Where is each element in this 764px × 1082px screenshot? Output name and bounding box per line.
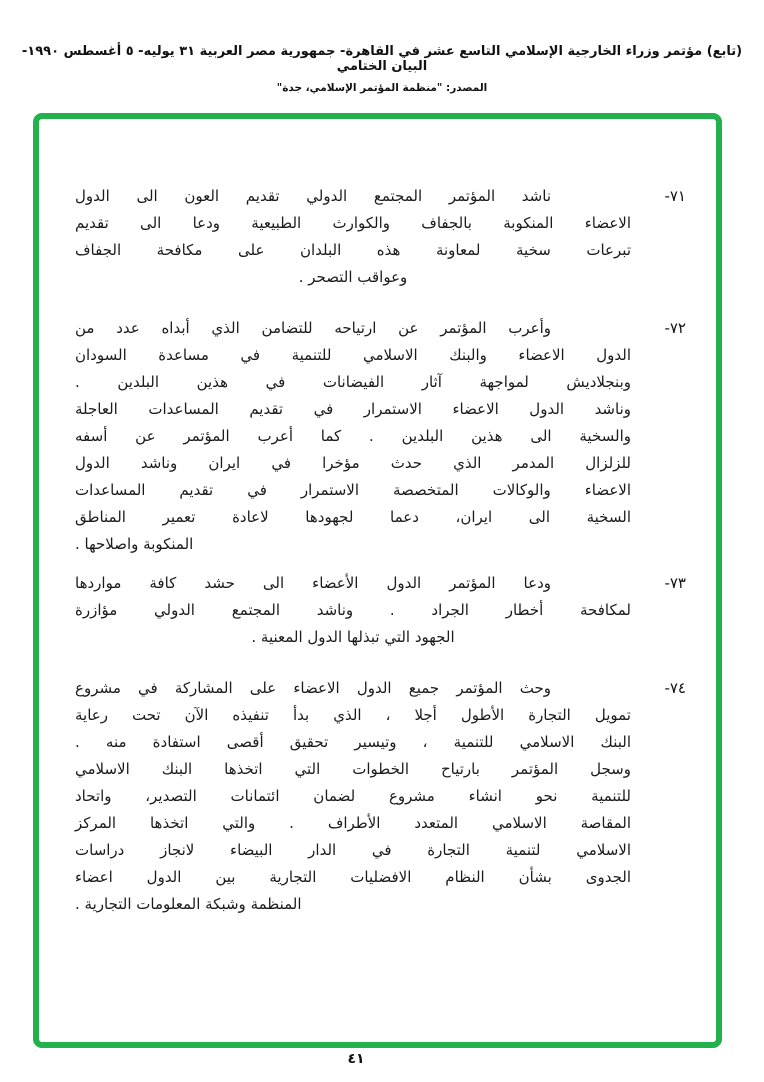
text-line: المقاصة الاسلامي المتعدد الأطراف . والتي اتخذها المركز <box>75 814 631 832</box>
text-line: المنكوبة واصلاحها . <box>75 535 194 553</box>
text-line: تمويل التجارة الأطول أجلا ، الذي بدأ تنفيذه الآن تحت رعاية <box>75 706 631 724</box>
paragraph-number: ٧١- <box>664 187 686 205</box>
document-header <box>10 44 754 94</box>
paragraph-lines <box>75 570 631 651</box>
paragraph-lines <box>75 183 631 291</box>
text-line: للزلزال المدمر الذي حدث مؤخرا في ايران وناشد الدول <box>75 454 631 472</box>
text-line: الاعضاء المنكوبة بالجفاف والكوارث الطبيعية ودعا الى تقديم <box>75 214 631 232</box>
text-line: للتنمية نحو انشاء مشروع لضمان ائتمانات التصدير، واتحاد <box>75 787 631 805</box>
paragraph-number: ٧٢- <box>664 319 686 337</box>
header-title: (تابع) مؤتمر وزراء الخارجية الإسلامي التاسع عشر في القاهرة- جمهورية مصر العربية ٣١ يوليه- ٥ أغسطس ١٩٩٠- البيان الختامي <box>21 44 743 74</box>
text-line: الجهود التي تبذلها الدول المعنية . <box>251 628 455 646</box>
text-line: الدول الاعضاء والبنك الاسلامي للتنمية في مساعدة السودان <box>75 346 631 364</box>
text-line: المنظمة وشبكة المعلومات التجارية . <box>75 895 302 913</box>
header-source: المصدر: "منظمة المؤتمر الإسلامي، جدة" <box>276 82 488 94</box>
text-line: الاسلامي لتنمية التجارة في الدار البيضاء لانجاز دراسات <box>75 841 631 859</box>
text-line: وأعرب المؤتمر عن ارتياحه للتضامن الذي أبداه عدد من <box>75 319 551 337</box>
paragraph-lines <box>75 315 631 558</box>
green-border-frame <box>33 113 722 1048</box>
paragraph <box>75 570 686 651</box>
text-line: تبرعات سخية لمعاونة هذه البلدان على مكافحة الجفاف <box>75 241 631 259</box>
page-number: ٤١ <box>347 1051 365 1067</box>
paragraphs-container <box>39 119 716 1042</box>
text-line: الاعضاء والوكالات المتخصصة الاستمرار في تقديم المساعدات <box>75 481 631 499</box>
paragraph <box>75 675 686 918</box>
text-line: والسخية الى هذين البلدين . كما أعرب المؤتمر عن أسفه <box>75 427 631 445</box>
text-line: الجدوى بشأن النظام الافضليات التجارية بين الدول اعضاء <box>75 868 631 886</box>
paragraph <box>75 315 686 558</box>
text-line: البنك الاسلامي للتنمية ، وتيسير تحقيق أقصى استفادة منه . <box>75 733 631 751</box>
text-line: ناشد المؤتمر المجتمع الدولي تقديم العون الى الدول <box>75 187 551 205</box>
paragraph-number: ٧٤- <box>664 679 686 697</box>
paragraph <box>75 183 686 291</box>
text-line: وعواقب التصحر . <box>298 268 408 286</box>
text-line: لمكافحة أخطار الجراد . وناشد المجتمع الدولي مؤازرة <box>75 601 631 619</box>
paragraph-lines <box>75 675 631 918</box>
paragraph-number: ٧٣- <box>664 574 686 592</box>
text-line: ودعا المؤتمر الدول الأعضاء الى حشد كافة مواردها <box>75 574 551 592</box>
text-line: السخية الى ايران، دعما لجهودها لاعادة تعمير المناطق <box>75 508 631 526</box>
text-line: وبنجلاديش لمواجهة آثار الفيضانات في هذين البلدين . <box>75 373 631 391</box>
text-line: وسجل المؤتمر بارتياح الخطوات التي اتخذها البنك الاسلامي <box>75 760 631 778</box>
text-line: وحث المؤتمر جميع الدول الاعضاء على المشاركة في مشروع <box>75 679 551 697</box>
text-line: وناشد الدول الاعضاء الاستمرار في تقديم المساعدات العاجلة <box>75 400 631 418</box>
